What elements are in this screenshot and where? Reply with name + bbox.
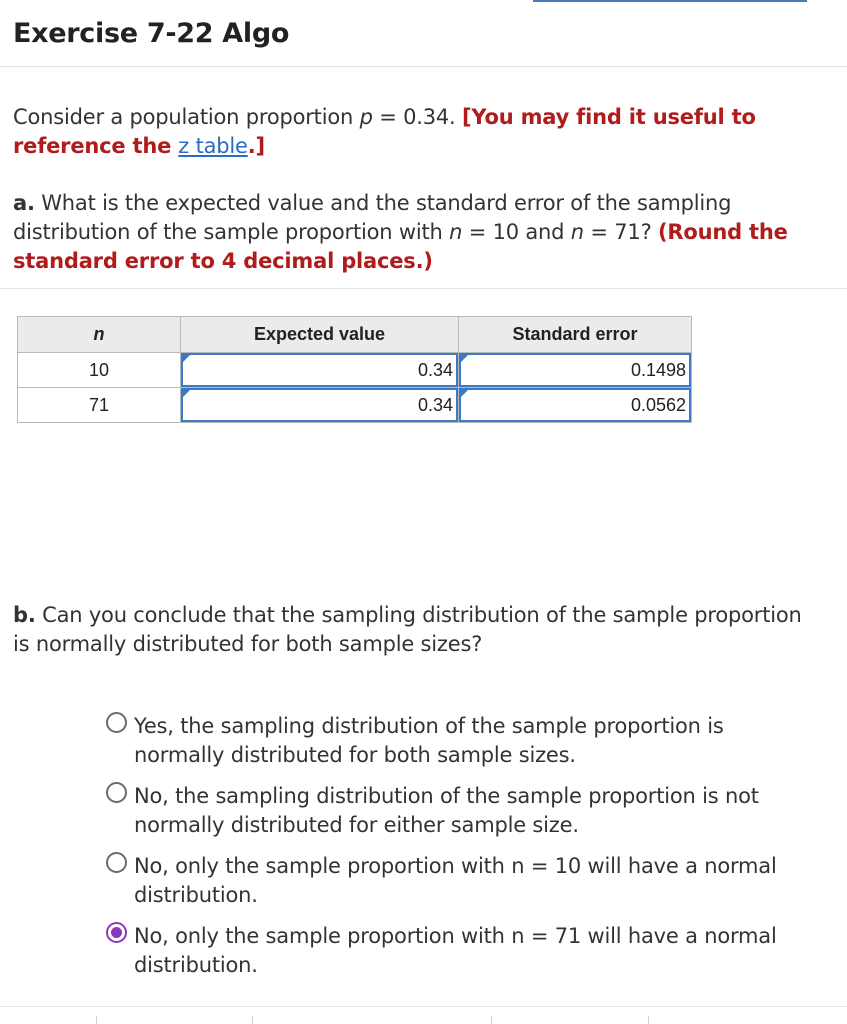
header-expected-value: Expected value	[181, 317, 459, 353]
n-value: = 71?	[583, 220, 658, 244]
top-tab-indicator	[533, 0, 807, 2]
expected-value-input[interactable]	[181, 388, 458, 422]
option-only-n71[interactable]	[78, 922, 818, 980]
part-a-question	[13, 189, 823, 276]
standard-error-input[interactable]	[459, 353, 691, 387]
part-b-label: b.	[13, 603, 36, 627]
n-symbol: n	[570, 220, 584, 244]
table-row	[18, 353, 692, 388]
flag-icon	[460, 354, 469, 363]
hint-open: [You may find it useful to reference the	[13, 105, 756, 158]
bottom-divider	[0, 1006, 847, 1007]
intro-paragraph	[13, 103, 813, 161]
option-label: No, only the sample proportion with n = 10 will have a normal distribution.	[134, 854, 777, 907]
n-value: = 10 and	[462, 220, 571, 244]
answer-options	[78, 712, 818, 992]
answer-table	[17, 316, 692, 423]
title-divider	[0, 66, 847, 67]
section-divider	[0, 288, 847, 289]
n-symbol: n	[449, 220, 463, 244]
radio-button-icon[interactable]	[106, 782, 127, 803]
option-label: No, only the sample proportion with n = 71 will have a normal distribution.	[134, 924, 777, 977]
flag-icon	[182, 389, 191, 398]
part-a-label: a.	[13, 191, 35, 215]
option-label: Yes, the sampling distribution of the sample proportion is normally distributed for both sample sizes.	[134, 714, 724, 767]
part-b-question	[13, 601, 813, 659]
p-symbol: p	[359, 105, 373, 129]
option-yes-both[interactable]	[78, 712, 818, 770]
table-row	[18, 388, 692, 423]
input-value: 0.34	[417, 359, 453, 380]
option-no-either[interactable]	[78, 782, 818, 840]
option-only-n10[interactable]	[78, 852, 818, 910]
footer-separator	[491, 1016, 492, 1024]
radio-button-icon[interactable]	[106, 712, 127, 733]
footer-separator	[648, 1016, 649, 1024]
standard-error-cell	[459, 353, 692, 388]
part-b-text: Can you conclude that the sampling distribution of the sample proportion is normally distributed for both sample sizes?	[13, 603, 802, 656]
expected-value-cell	[181, 353, 459, 388]
footer-separator	[96, 1016, 97, 1024]
input-value: 0.0562	[630, 394, 686, 415]
intro-text: Consider a population proportion	[13, 105, 360, 129]
standard-error-input[interactable]	[459, 388, 691, 422]
flag-icon	[182, 354, 191, 363]
row-n: 71	[18, 388, 181, 423]
header-standard-error: Standard error	[459, 317, 692, 353]
table-header-row	[18, 317, 692, 353]
standard-error-cell	[459, 388, 692, 423]
part-a-text: What is the expected value and the standard error of the sampling distribution of the sample proportion with	[13, 191, 732, 244]
input-value: 0.34	[417, 394, 453, 415]
flag-icon	[460, 389, 469, 398]
hint-close: .]	[247, 134, 265, 158]
expected-value-cell	[181, 388, 459, 423]
rounding-instruction: (Round the standard error to 4 decimal places.)	[13, 220, 788, 273]
radio-button-icon[interactable]	[106, 852, 127, 873]
radio-button-selected-icon[interactable]	[106, 922, 127, 943]
option-label: No, the sampling distribution of the sample proportion is not normally distributed for either sample size.	[134, 784, 759, 837]
input-value: 0.1498	[630, 359, 686, 380]
expected-value-input[interactable]	[181, 353, 458, 387]
header-n: n	[18, 317, 181, 353]
row-n: 10	[18, 353, 181, 388]
p-value: = 0.34.	[372, 105, 462, 129]
exercise-title: Exercise 7-22 Algo	[13, 18, 290, 49]
z-table-link[interactable]: z table	[178, 134, 248, 158]
footer-separator	[252, 1016, 253, 1024]
